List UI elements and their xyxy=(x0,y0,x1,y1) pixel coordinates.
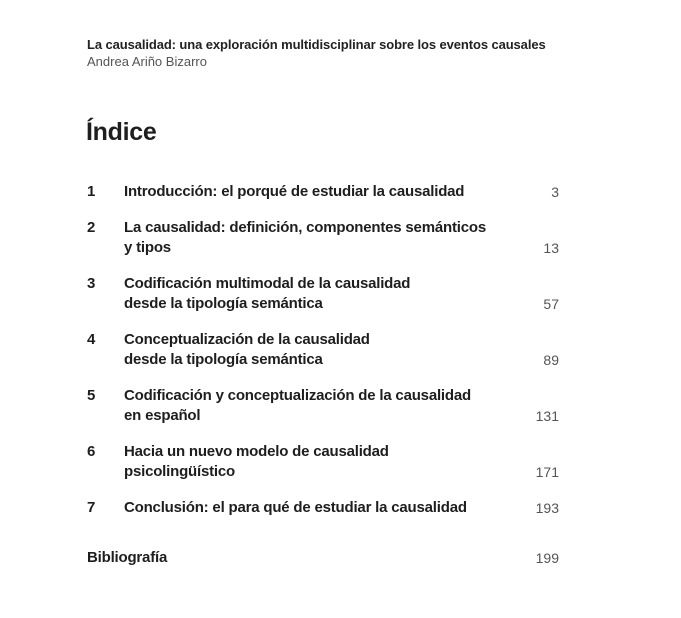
toc-entry-title xyxy=(124,182,509,202)
toc-entry-title-line: en español xyxy=(124,407,201,424)
toc-entry-3[interactable] xyxy=(87,274,559,314)
toc-heading: Índice xyxy=(86,118,157,146)
toc-entry-number: 2 xyxy=(87,219,96,236)
toc-entry-title-line: Introducción: el porqué de estudiar la causalidad xyxy=(124,183,465,200)
toc-entry-title xyxy=(124,330,509,370)
toc-entry-title-line: Hacia un nuevo modelo de causalidad xyxy=(124,443,389,460)
toc-entry-title xyxy=(124,442,509,482)
toc-entry-title-line: Codificación y conceptualización de la causalidad xyxy=(124,387,471,404)
toc-entry-page: 13 xyxy=(543,240,559,256)
bibliography-label: Bibliografía xyxy=(87,549,168,566)
toc-entry-bibliography[interactable] xyxy=(87,548,559,568)
toc-entry-title-line: Codificación multimodal de la causalidad xyxy=(124,275,411,292)
bibliography-page: 199 xyxy=(535,550,559,566)
toc-entry-title-line: y tipos xyxy=(124,239,171,256)
toc-entry-2[interactable] xyxy=(87,218,559,258)
toc-entry-6[interactable] xyxy=(87,442,559,482)
toc-entry-title xyxy=(124,274,509,314)
toc-entry-title-line: La causalidad: definición, componentes semánticos xyxy=(124,219,486,236)
toc-entry-number: 7 xyxy=(87,499,96,516)
book-author: Andrea Ariño Bizarro xyxy=(87,54,207,69)
book-title: La causalidad: una exploración multidisciplinar sobre los eventos causales xyxy=(87,37,546,52)
toc-entry-page: 131 xyxy=(535,408,559,424)
toc-entry-7[interactable] xyxy=(87,498,559,518)
book-header xyxy=(87,36,607,70)
toc-entry-title xyxy=(124,218,509,258)
toc-entry-page: 89 xyxy=(543,352,559,368)
toc-entry-title-line: desde la tipología semántica xyxy=(124,295,323,312)
toc-entry-title xyxy=(124,498,509,518)
toc-entry-page: 193 xyxy=(535,500,559,516)
toc-entry-page: 171 xyxy=(535,464,559,480)
toc-entry-number: 4 xyxy=(87,331,96,348)
toc-entry-number: 6 xyxy=(87,443,96,460)
toc-entry-number: 3 xyxy=(87,275,96,292)
toc-entry-title-line: desde la tipología semántica xyxy=(124,351,323,368)
toc-entry-page: 57 xyxy=(543,296,559,312)
toc-entry-5[interactable] xyxy=(87,386,559,426)
table-of-contents xyxy=(87,182,559,534)
toc-entry-title xyxy=(124,386,509,426)
toc-entry-number: 1 xyxy=(87,183,96,200)
toc-entry-page: 3 xyxy=(551,184,559,200)
toc-entry-title-line: Conceptualización de la causalidad xyxy=(124,331,370,348)
toc-entry-title-line: psicolingüístico xyxy=(124,463,235,480)
toc-entry-title-line: Conclusión: el para qué de estudiar la causalidad xyxy=(124,499,467,516)
toc-entry-number: 5 xyxy=(87,387,96,404)
toc-entry-1[interactable] xyxy=(87,182,559,202)
toc-entry-4[interactable] xyxy=(87,330,559,370)
